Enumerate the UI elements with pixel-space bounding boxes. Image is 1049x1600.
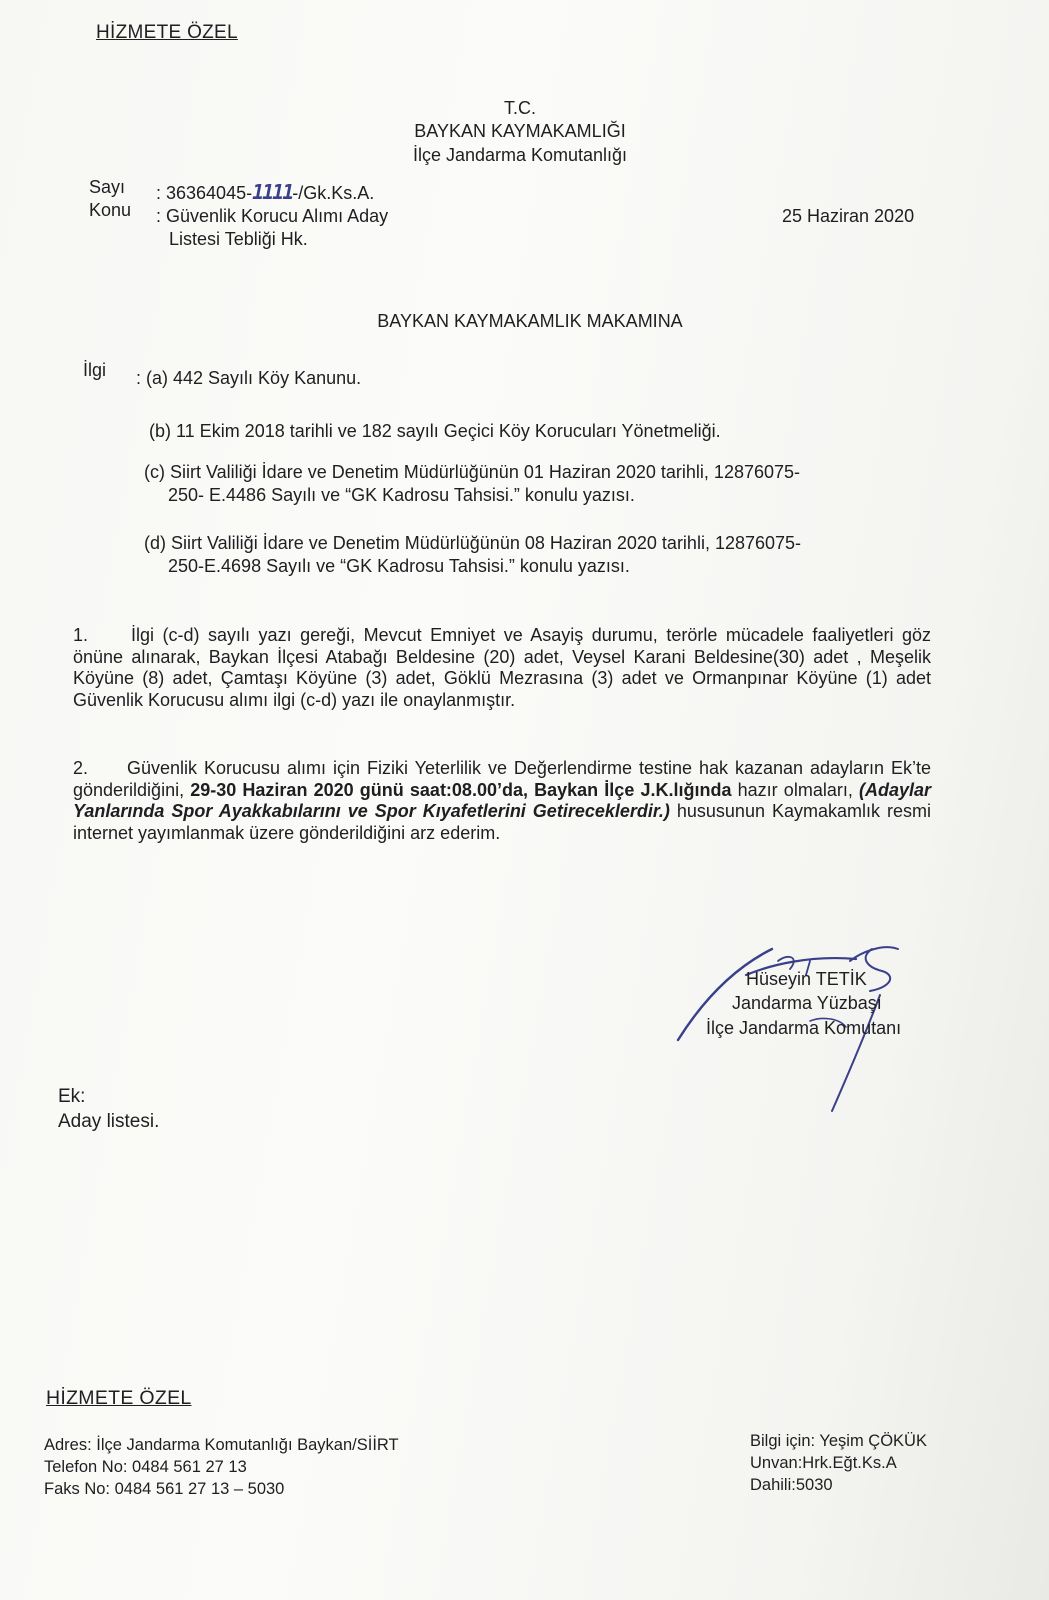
- addressee: BAYKAN KAYMAKAMLIK MAKAMINA: [377, 311, 683, 331]
- header-tc: T.C.: [503, 98, 536, 118]
- paragraph-2: [73, 758, 931, 844]
- paragraph-2-bold-text: 29-30 Haziran 2020 günü saat:08.00’da, Baykan İlçe J.K.lığında: [190, 779, 732, 800]
- paragraph-1-number: 1.: [73, 625, 89, 645]
- classification-top: HİZMETE ÖZEL: [96, 22, 238, 43]
- footer-address: Adres: İlçe Jandarma Komutanlığı Baykan/SİİRT: [44, 1436, 399, 1454]
- footer-ext: Dahili:5030: [750, 1476, 833, 1494]
- signer-title: İlçe Jandarma Komutanı: [706, 1018, 902, 1038]
- header-office: BAYKAN KAYMAKAMLIĞI: [414, 121, 626, 141]
- footer-title: Unvan:Hrk.Eğt.Ks.A: [750, 1454, 897, 1472]
- ilgi-d-line1: (d) Siirt Valiliği İdare ve Denetim Müdürlüğünün 08 Haziran 2020 tarihli, 12876075-: [144, 533, 802, 553]
- paragraph-2-text-b: hazır olmaları,: [731, 779, 859, 800]
- paragraph-2-text-a: Güvenlik Korucusu alımı için Fiziki Yeterlilik ve Değerlendirme testine hak kazanan adayların Ek’te gönderildiğini,: [73, 758, 931, 800]
- sayi-value: [156, 181, 374, 204]
- sayi-suffix: -/Gk.Ks.A.: [292, 183, 375, 203]
- konu-line2: Listesi Tebliği Hk.: [169, 229, 308, 249]
- konu-line1: : Güvenlik Korucu Alımı Aday: [156, 206, 389, 226]
- ilgi-label: İlgi: [83, 360, 107, 380]
- ilgi-d-line2: 250-E.4698 Sayılı ve “GK Kadrosu Tahsisi.” konulu yazısı.: [168, 556, 630, 576]
- paragraph-2-italic-text: (Adaylar Yanlarında Spor Ayakkabılarını ve Spor Kıyafetlerini Getireceklerdir.): [73, 779, 932, 821]
- header-unit: İlçe Jandarma Komutanlığı: [412, 145, 628, 165]
- document-date: 25 Haziran 2020: [782, 206, 915, 226]
- paragraph-1-text: İlgi (c-d) sayılı yazı gereği, Mevcut Emniyet ve Asayiş durumu, terörle mücadele faaliyetleri göz önüne alınarak, Baykan İlçesi Atabağı Beldesine (20) adet, Veysel Karani Beldesine(30) adet , Meşelik Köyüne (8) adet, Çamtaşı Köyüne (3) adet, Göklü Mezrasına (3) adet ve Ormanpınar Köyüne (1) adet Güvenlik Korucusu alımı ilgi (c-d) yazı ile onaylanmıştır.: [73, 625, 931, 710]
- ilgi-a: : (a) 442 Sayılı Köy Kanunu.: [136, 368, 362, 388]
- attachment-item: Aday listesi.: [58, 1111, 160, 1132]
- sayi-label: Sayı: [89, 177, 126, 197]
- signer-name: Hüseyin TETİK: [746, 969, 867, 989]
- paragraph-2-number: 2.: [73, 758, 89, 778]
- attachment-label: Ek:: [58, 1086, 86, 1107]
- signer-rank: Jandarma Yüzbaşı: [732, 993, 882, 1013]
- konu-label: Konu: [89, 200, 132, 220]
- ilgi-c-line1: (c) Siirt Valiliği İdare ve Denetim Müdürlüğünün 01 Haziran 2020 tarihli, 12876075-: [144, 462, 801, 482]
- footer-phone: Telefon No: 0484 561 27 13: [44, 1458, 247, 1476]
- footer-info: Bilgi için: Yeşim ÇÖKÜK: [750, 1432, 927, 1450]
- classification-bottom: HİZMETE ÖZEL: [46, 1387, 192, 1409]
- ilgi-c-line2: 250- E.4486 Sayılı ve “GK Kadrosu Tahsisi.” konulu yazısı.: [168, 485, 635, 505]
- paragraph-2-text-c: hususunun Kaymakamlık resmi internet yayımlanmak üzere gönderildiğini arz ederim.: [73, 801, 931, 843]
- paragraph-1: [73, 625, 931, 711]
- sayi-handwritten: 1111: [252, 180, 293, 204]
- footer-fax: Faks No: 0484 561 27 13 – 5030: [44, 1480, 285, 1498]
- sayi-number: : 36364045-: [156, 183, 253, 203]
- ilgi-b: (b) 11 Ekim 2018 tarihli ve 182 sayılı Geçici Köy Korucuları Yönetmeliği.: [149, 421, 721, 441]
